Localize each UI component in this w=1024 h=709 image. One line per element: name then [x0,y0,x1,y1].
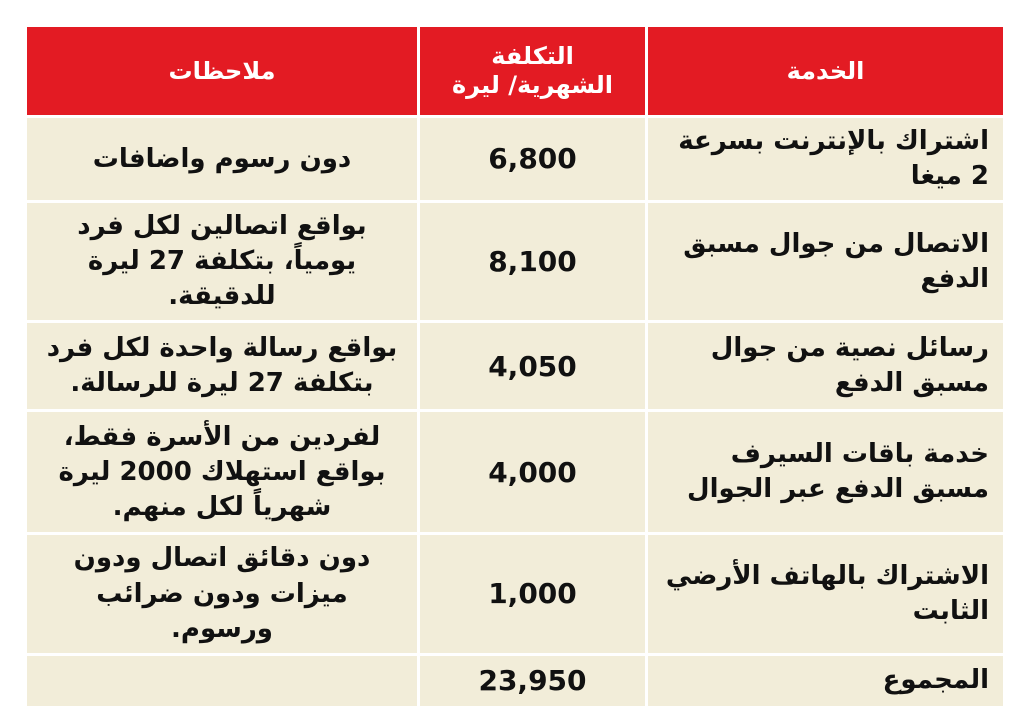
cost-table-container [24,24,1004,697]
cost-cell: 8,100 [420,203,645,320]
cost-cell: 4,000 [420,412,645,532]
cost-table [24,24,1006,709]
header-cost-line2: الشهرية/ ليرة [451,71,614,99]
total-label: المجموع [648,656,1003,706]
service-cell: خدمة باقات السيرف مسبق الدفع عبر الجوال [648,412,1003,532]
cost-cell: 4,050 [420,323,645,409]
header-notes: ملاحظات [27,27,417,115]
header-cost-line1: التكلفة [491,42,574,71]
service-cell: اشتراك بالإنترنت بسرعة 2 ميغا [648,118,1003,200]
total-notes-cell [27,656,417,706]
table-row [27,412,1003,532]
table-header-row [27,27,1003,115]
service-cell: رسائل نصية من جوال مسبق الدفع [648,323,1003,409]
cost-cell: 1,000 [420,535,645,652]
table-row [27,203,1003,320]
table-row [27,323,1003,409]
header-service: الخدمة [648,27,1003,115]
service-cell: الاتصال من جوال مسبق الدفع [648,203,1003,320]
total-row [27,656,1003,706]
notes-cell: دون رسوم واضافات [27,118,417,200]
notes-cell: بواقع رسالة واحدة لكل فرد بتكلفة 27 ليرة للرسالة. [27,323,417,409]
table-row [27,118,1003,200]
service-cell: الاشتراك بالهاتف الأرضي الثابت [648,535,1003,652]
cost-cell: 6,800 [420,118,645,200]
notes-cell: دون دقائق اتصال ودون ميزات ودون ضرائب ورسوم. [27,535,417,652]
header-cost [420,27,645,115]
table-row [27,535,1003,652]
notes-cell: لفردين من الأسرة فقط، بواقع استهلاك 2000 ليرة شهرياً لكل منهم. [27,412,417,532]
total-value: 23,950 [420,656,645,706]
notes-cell: بواقع اتصالين لكل فرد يومياً، بتكلفة 27 ليرة للدقيقة. [27,203,417,320]
